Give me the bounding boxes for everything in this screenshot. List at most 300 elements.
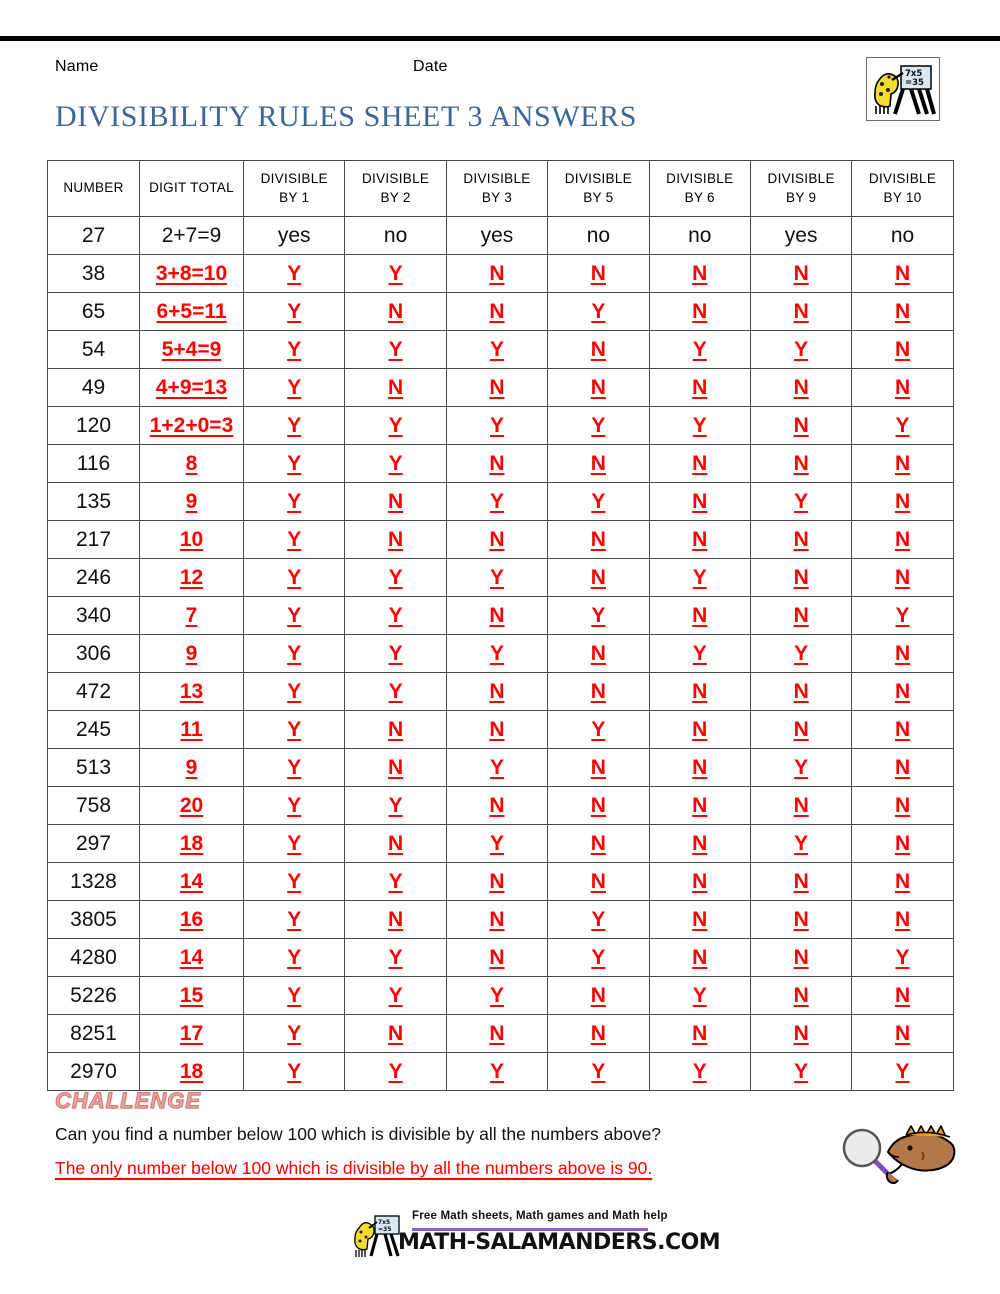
answer-value: N xyxy=(793,1021,809,1045)
digit-total-value: 7 xyxy=(185,603,198,627)
cell-answer-div1 xyxy=(244,255,345,293)
cell-digit-total xyxy=(140,559,244,597)
answer-value: Y xyxy=(591,907,606,931)
digit-total-value: 9 xyxy=(185,489,198,513)
answer-value: N xyxy=(894,299,911,323)
answer-value: Y xyxy=(388,413,403,437)
cell-answer-div3 xyxy=(446,673,547,711)
answer-value: N xyxy=(793,413,809,437)
cell-answer-div5 xyxy=(548,673,649,711)
cell-answer-div1 xyxy=(244,407,345,445)
cell-number: 49 xyxy=(48,369,140,407)
answer-value: Y xyxy=(591,603,606,627)
answer-value: Y xyxy=(388,565,403,589)
cell-number: 54 xyxy=(48,331,140,369)
answer-value: N xyxy=(894,869,911,893)
digit-total-value: 5+4=9 xyxy=(161,337,222,361)
cell-answer-div1 xyxy=(244,483,345,521)
cell-answer-div10 xyxy=(852,597,953,635)
answer-value: N xyxy=(894,337,911,361)
answer-value: Y xyxy=(591,945,606,969)
answer-value: Y xyxy=(287,717,302,741)
cell-answer-div3 xyxy=(446,1053,547,1091)
cell-answer-div10 xyxy=(852,1053,953,1091)
footer-site-url[interactable]: MATH-SALAMANDERS.COM xyxy=(398,1230,721,1255)
cell-answer-div5 xyxy=(548,369,649,407)
challenge-question: Can you find a number below 100 which is divisible by all the numbers above? xyxy=(55,1124,662,1144)
answer-value: N xyxy=(590,983,606,1007)
cell-answer-div9 xyxy=(750,863,851,901)
cell-answer-div5 xyxy=(548,863,649,901)
cell-answer-div10 xyxy=(852,939,953,977)
cell-answer-div2 xyxy=(345,331,446,369)
answer-value: N xyxy=(692,261,708,285)
cell-answer-div1 xyxy=(244,939,345,977)
answer-value: Y xyxy=(489,413,504,437)
answer-value: N xyxy=(489,451,505,475)
cell-answer-div3 xyxy=(446,369,547,407)
answer-value: Y xyxy=(388,983,403,1007)
cell-answer-div2 xyxy=(345,787,446,825)
table-row xyxy=(48,331,954,369)
table-row xyxy=(48,483,954,521)
answer-value: N xyxy=(692,1021,708,1045)
cell-number: 472 xyxy=(48,673,140,711)
answer-value: N xyxy=(692,907,708,931)
answer-value: N xyxy=(590,679,606,703)
cell-digit-total xyxy=(140,939,244,977)
column-header-line2: BY 9 xyxy=(786,189,817,205)
cell-answer-div3: yes xyxy=(446,217,547,255)
cell-answer-div9 xyxy=(750,331,851,369)
cell-answer-div2 xyxy=(345,483,446,521)
answer-value: N xyxy=(793,717,809,741)
cell-answer-div5 xyxy=(548,559,649,597)
cell-answer-div6 xyxy=(649,445,750,483)
column-header-number: NUMBER xyxy=(48,161,140,217)
answer-value: N xyxy=(793,375,809,399)
table-row xyxy=(48,445,954,483)
cell-answer-div2 xyxy=(345,445,446,483)
cell-answer-div3 xyxy=(446,293,547,331)
answer-value: Y xyxy=(388,641,403,665)
cell-number: 116 xyxy=(48,445,140,483)
answer-value: N xyxy=(388,1021,404,1045)
answer-value: N xyxy=(793,945,809,969)
answer-value: Y xyxy=(287,641,302,665)
cell-digit-total xyxy=(140,825,244,863)
answer-value: Y xyxy=(287,527,302,551)
column-header-divisible-by-2 xyxy=(345,161,446,217)
cell-answer-div3 xyxy=(446,901,547,939)
table-row xyxy=(48,1015,954,1053)
cell-answer-div5 xyxy=(548,635,649,673)
cell-digit-total xyxy=(140,787,244,825)
answer-value: N xyxy=(894,527,911,551)
cell-answer-div5 xyxy=(548,597,649,635)
answer-value: Y xyxy=(287,983,302,1007)
answer-value: N xyxy=(692,717,708,741)
answer-value: N xyxy=(388,831,404,855)
answer-value: Y xyxy=(287,261,302,285)
table-row xyxy=(48,863,954,901)
answer-value: N xyxy=(793,261,809,285)
answer-value: N xyxy=(894,717,911,741)
answer-value: N xyxy=(692,945,708,969)
answer-value: N xyxy=(894,983,911,1007)
table-row-example xyxy=(48,217,954,255)
cell-digit-total xyxy=(140,521,244,559)
cell-number: 65 xyxy=(48,293,140,331)
cell-answer-div9 xyxy=(750,977,851,1015)
answer-value: Y xyxy=(692,983,707,1007)
column-header-line1: DIVISIBLE xyxy=(260,171,328,187)
cell-answer-div3 xyxy=(446,559,547,597)
answer-value: Y xyxy=(489,565,504,589)
column-header-line1: DIVISIBLE xyxy=(463,171,531,187)
column-header-divisible-by-6 xyxy=(649,161,750,217)
cell-answer-div6 xyxy=(649,369,750,407)
cell-number: 2970 xyxy=(48,1053,140,1091)
cell-answer-div1 xyxy=(244,331,345,369)
cell-answer-div9 xyxy=(750,407,851,445)
answer-value: Y xyxy=(287,793,302,817)
answer-value: N xyxy=(692,679,708,703)
answer-value: N xyxy=(590,869,606,893)
cell-digit-total xyxy=(140,293,244,331)
cell-answer-div2 xyxy=(345,939,446,977)
digit-total-value: 18 xyxy=(179,831,204,855)
answer-value: N xyxy=(793,527,809,551)
answer-value: Y xyxy=(794,337,809,361)
cell-answer-div2 xyxy=(345,1053,446,1091)
digit-total-value: 14 xyxy=(179,869,204,893)
answer-value: N xyxy=(590,755,606,779)
cell-answer-div2 xyxy=(345,977,446,1015)
cell-answer-div6 xyxy=(649,483,750,521)
cell-answer-div10 xyxy=(852,901,953,939)
cell-answer-div6 xyxy=(649,1015,750,1053)
answer-value: Y xyxy=(895,413,910,437)
cell-answer-div9 xyxy=(750,369,851,407)
logo-equation-line2: =35 xyxy=(905,78,924,88)
answer-value: N xyxy=(692,489,708,513)
answer-value: N xyxy=(489,1021,505,1045)
answer-value: N xyxy=(894,565,911,589)
cell-answer-div3 xyxy=(446,863,547,901)
answer-value: Y xyxy=(287,565,302,589)
answer-value: Y xyxy=(287,451,302,475)
answer-value: N xyxy=(489,793,505,817)
answer-value: N xyxy=(793,679,809,703)
svg-text:7x5: 7x5 xyxy=(378,1219,391,1226)
answer-value: N xyxy=(894,793,911,817)
answer-value: Y xyxy=(287,337,302,361)
digit-total-value: 4+9=13 xyxy=(155,375,228,399)
cell-digit-total xyxy=(140,901,244,939)
column-header-line2: BY 2 xyxy=(380,189,411,205)
cell-answer-div10 xyxy=(852,521,953,559)
cell-number: 340 xyxy=(48,597,140,635)
digit-total-value: 13 xyxy=(179,679,204,703)
cell-answer-div5: no xyxy=(548,217,649,255)
cell-answer-div10 xyxy=(852,559,953,597)
answer-value: N xyxy=(489,603,505,627)
challenge-heading: CHALLENGE xyxy=(55,1088,201,1113)
answer-value: Y xyxy=(692,1059,707,1083)
cell-answer-div3 xyxy=(446,635,547,673)
answer-value: N xyxy=(489,299,505,323)
table-row xyxy=(48,635,954,673)
cell-digit-total xyxy=(140,407,244,445)
table-row xyxy=(48,749,954,787)
cell-answer-div2 xyxy=(345,711,446,749)
name-label: Name xyxy=(55,58,99,75)
top-divider-rule xyxy=(0,36,1000,41)
cell-answer-div9 xyxy=(750,711,851,749)
answer-value: Y xyxy=(388,261,403,285)
cell-number: 306 xyxy=(48,635,140,673)
cell-answer-div2: no xyxy=(345,217,446,255)
cell-answer-div5 xyxy=(548,977,649,1015)
cell-answer-div1 xyxy=(244,559,345,597)
table-row xyxy=(48,521,954,559)
digit-total-value: 20 xyxy=(179,793,204,817)
answer-value: N xyxy=(793,299,809,323)
answer-value: Y xyxy=(287,299,302,323)
cell-number: 8251 xyxy=(48,1015,140,1053)
cell-answer-div10 xyxy=(852,863,953,901)
answer-value: N xyxy=(692,755,708,779)
cell-answer-div9: yes xyxy=(750,217,851,255)
cell-number: 135 xyxy=(48,483,140,521)
answer-value: N xyxy=(692,869,708,893)
column-header-divisible-by-3 xyxy=(446,161,547,217)
cell-digit-total xyxy=(140,255,244,293)
answer-value: Y xyxy=(388,603,403,627)
cell-answer-div9 xyxy=(750,293,851,331)
cell-answer-div9 xyxy=(750,559,851,597)
cell-answer-div3 xyxy=(446,1015,547,1053)
answer-value: N xyxy=(590,527,606,551)
table-row xyxy=(48,369,954,407)
cell-digit-total xyxy=(140,673,244,711)
cell-answer-div1 xyxy=(244,445,345,483)
cell-answer-div5 xyxy=(548,939,649,977)
cell-answer-div1 xyxy=(244,1015,345,1053)
cell-answer-div10 xyxy=(852,255,953,293)
salamander-teacher-icon xyxy=(867,58,939,120)
cell-answer-div10 xyxy=(852,445,953,483)
answer-value: N xyxy=(894,831,911,855)
table-row xyxy=(48,673,954,711)
cell-answer-div2 xyxy=(345,559,446,597)
answer-value: N xyxy=(894,679,911,703)
cell-digit-total xyxy=(140,1053,244,1091)
cell-answer-div5 xyxy=(548,255,649,293)
answer-value: N xyxy=(489,527,505,551)
cell-answer-div1 xyxy=(244,711,345,749)
cell-answer-div10: no xyxy=(852,217,953,255)
cell-answer-div3 xyxy=(446,445,547,483)
math-salamanders-logo xyxy=(866,57,940,121)
cell-answer-div1 xyxy=(244,1053,345,1091)
cell-answer-div9 xyxy=(750,1053,851,1091)
answer-value: Y xyxy=(287,869,302,893)
column-header-line1: DIVISIBLE xyxy=(868,171,937,187)
worksheet-header-fields xyxy=(55,58,855,80)
answer-value: Y xyxy=(794,831,809,855)
cell-number: 4280 xyxy=(48,939,140,977)
column-header-line2: BY 5 xyxy=(583,189,614,205)
date-label: Date xyxy=(413,58,448,75)
answer-value: N xyxy=(692,299,708,323)
digit-total-value: 17 xyxy=(179,1021,204,1045)
cell-answer-div6 xyxy=(649,293,750,331)
cell-answer-div3 xyxy=(446,521,547,559)
table-body xyxy=(48,217,954,1091)
answer-value: N xyxy=(590,565,606,589)
answer-value: Y xyxy=(287,679,302,703)
cell-number: 513 xyxy=(48,749,140,787)
answer-value: Y xyxy=(895,603,910,627)
answer-value: N xyxy=(793,603,809,627)
cell-answer-div9 xyxy=(750,939,851,977)
cell-answer-div3 xyxy=(446,255,547,293)
answer-value: Y xyxy=(692,413,707,437)
cell-number: 758 xyxy=(48,787,140,825)
column-header-line2: BY 10 xyxy=(883,189,922,205)
cell-digit-total xyxy=(140,711,244,749)
column-header-divisible-by-5 xyxy=(548,161,649,217)
cell-answer-div2 xyxy=(345,1015,446,1053)
cell-answer-div3 xyxy=(446,977,547,1015)
cell-digit-total xyxy=(140,863,244,901)
answer-value: N xyxy=(590,831,606,855)
answer-value: Y xyxy=(388,1059,403,1083)
answer-value: Y xyxy=(287,1059,302,1083)
cell-answer-div5 xyxy=(548,825,649,863)
cell-digit-total xyxy=(140,597,244,635)
cell-answer-div10 xyxy=(852,407,953,445)
cell-answer-div1 xyxy=(244,749,345,787)
cell-answer-div5 xyxy=(548,1015,649,1053)
column-header-line1: DIVISIBLE xyxy=(767,171,835,187)
answer-value: Y xyxy=(388,679,403,703)
answer-value: N xyxy=(590,1021,606,1045)
table-row xyxy=(48,939,954,977)
answer-value: Y xyxy=(287,907,302,931)
divisibility-table-container xyxy=(47,160,953,1091)
cell-number: 3805 xyxy=(48,901,140,939)
cell-answer-div2 xyxy=(345,369,446,407)
cell-answer-div6 xyxy=(649,825,750,863)
cell-number: 120 xyxy=(48,407,140,445)
salamander-magnifier-illustration xyxy=(836,1118,958,1192)
cell-answer-div5 xyxy=(548,1053,649,1091)
digit-total-value: 11 xyxy=(180,717,203,741)
answer-value: N xyxy=(793,869,809,893)
cell-answer-div3 xyxy=(446,749,547,787)
answer-value: N xyxy=(590,641,606,665)
cell-answer-div9 xyxy=(750,483,851,521)
cell-answer-div2 xyxy=(345,635,446,673)
cell-answer-div2 xyxy=(345,863,446,901)
answer-value: N xyxy=(692,527,708,551)
cell-number: 1328 xyxy=(48,863,140,901)
cell-answer-div5 xyxy=(548,445,649,483)
cell-number: 217 xyxy=(48,521,140,559)
cell-answer-div10 xyxy=(852,673,953,711)
cell-answer-div5 xyxy=(548,331,649,369)
cell-answer-div6 xyxy=(649,939,750,977)
table-row xyxy=(48,1053,954,1091)
digit-total-value: 3+8=10 xyxy=(155,261,228,285)
cell-digit-total xyxy=(140,977,244,1015)
answer-value: Y xyxy=(388,793,403,817)
answer-value: Y xyxy=(895,1059,910,1083)
column-header-line2: BY 1 xyxy=(279,189,310,205)
cell-answer-div5 xyxy=(548,901,649,939)
cell-answer-div6 xyxy=(649,559,750,597)
cell-digit-total xyxy=(140,483,244,521)
answer-value: Y xyxy=(591,299,606,323)
answer-value: N xyxy=(692,603,708,627)
answer-value: N xyxy=(489,261,505,285)
svg-text:=35: =35 xyxy=(378,1226,392,1233)
table-header xyxy=(48,161,954,217)
logo-equation-line1: 7x5 xyxy=(905,69,923,79)
answer-value: N xyxy=(793,451,809,475)
column-header-line2: BY 6 xyxy=(684,189,715,205)
cell-answer-div5 xyxy=(548,711,649,749)
answer-value: Y xyxy=(489,755,504,779)
answer-value: Y xyxy=(489,831,504,855)
answer-value: Y xyxy=(794,641,809,665)
column-header-digit-total: DIGIT TOTAL xyxy=(140,161,244,217)
cell-answer-div9 xyxy=(750,787,851,825)
answer-value: N xyxy=(793,983,809,1007)
digit-total-value: 6+5=11 xyxy=(156,299,227,323)
cell-answer-div3 xyxy=(446,407,547,445)
answer-value: Y xyxy=(388,945,403,969)
cell-answer-div10 xyxy=(852,483,953,521)
cell-digit-total xyxy=(140,1015,244,1053)
column-header-divisible-by-9 xyxy=(750,161,851,217)
footer-tagline: Free Math sheets, Math games and Math help xyxy=(412,1210,668,1222)
cell-answer-div3 xyxy=(446,939,547,977)
cell-answer-div1 xyxy=(244,521,345,559)
cell-answer-div10 xyxy=(852,825,953,863)
answer-value: N xyxy=(388,375,404,399)
cell-answer-div10 xyxy=(852,331,953,369)
answer-value: Y xyxy=(287,831,302,855)
answer-value: N xyxy=(590,261,606,285)
answer-value: N xyxy=(692,793,708,817)
cell-answer-div2 xyxy=(345,673,446,711)
digit-total-value: 18 xyxy=(179,1059,204,1083)
cell-answer-div10 xyxy=(852,369,953,407)
cell-answer-div1 xyxy=(244,635,345,673)
answer-value: N xyxy=(388,717,404,741)
cell-answer-div10 xyxy=(852,749,953,787)
cell-answer-div2 xyxy=(345,407,446,445)
cell-answer-div9 xyxy=(750,635,851,673)
cell-answer-div6 xyxy=(649,331,750,369)
cell-answer-div10 xyxy=(852,787,953,825)
answer-value: N xyxy=(894,451,911,475)
cell-answer-div1 xyxy=(244,863,345,901)
